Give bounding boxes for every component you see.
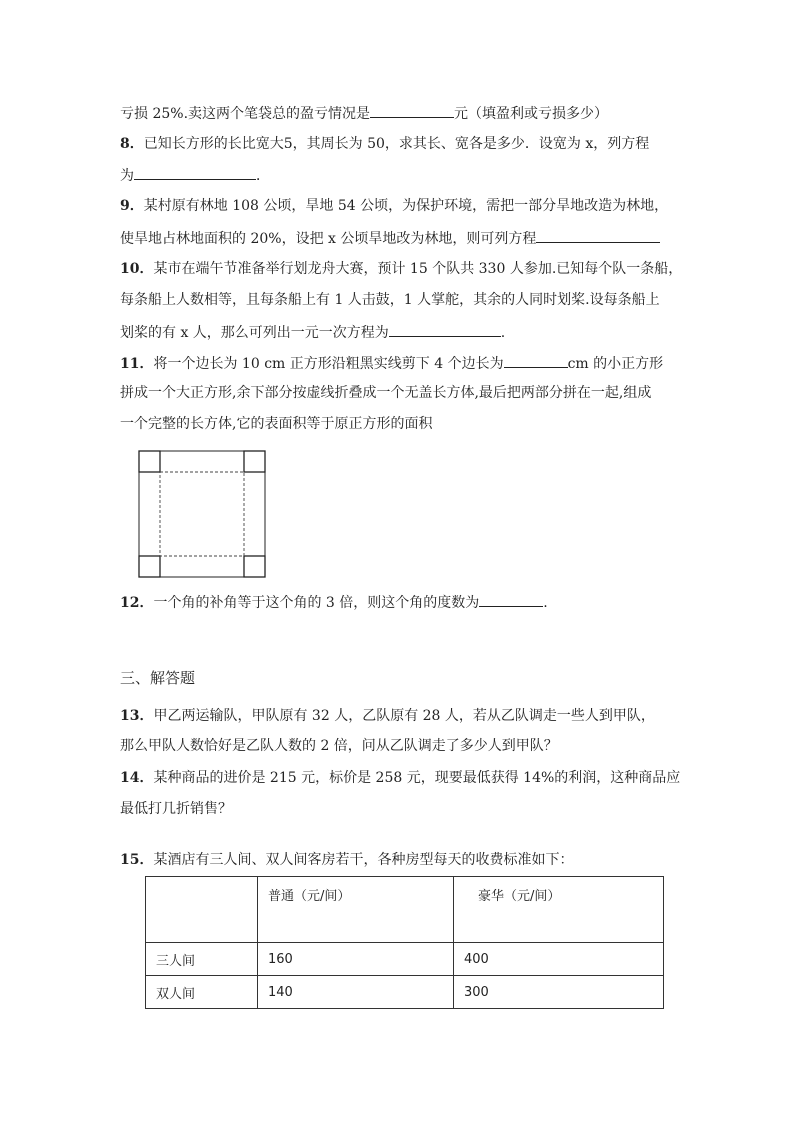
table-cell: 双人间 [146, 976, 258, 1009]
q12-answer-blank[interactable] [479, 591, 543, 607]
q11-text-a: 将一个边长为 10 cm 正方形沿粗黑实线剪下 4 个边长为 [153, 356, 504, 372]
corner-square-bottom-left [139, 556, 160, 577]
q9-line1 [120, 196, 668, 216]
table-header-cell [146, 877, 258, 943]
q14-text-2: 最低打几折销售？ [120, 801, 232, 817]
q9-answer-blank[interactable] [536, 227, 660, 243]
corner-square-top-left [139, 451, 160, 472]
q13-text: 甲乙两运输队，甲队原有 32 人，乙队原有 28 人，若从乙队调走一些人到甲队， [153, 708, 655, 724]
q9-text-2: 使旱地占林地面积的 20%，设把 x 公顷旱地改为林地，则可列方程 [120, 231, 537, 247]
table-header-cell: 普通（元/间） [258, 877, 454, 943]
q8-answer-blank[interactable] [134, 164, 256, 180]
q10-line1 [120, 259, 682, 279]
table-header-cell: 豪华（元/间） [454, 877, 664, 943]
section-title: 三、解答题 [120, 669, 196, 687]
q11-line1 [120, 352, 663, 374]
q10-number: 10． [120, 261, 154, 277]
q13-line2 [120, 736, 558, 756]
outer-square [139, 451, 265, 577]
q11-line3 [120, 414, 432, 434]
q9-text: 某村原有林地 108 公顷，旱地 54 公顷，为保护环境，需把一部分旱地改造为林地， [143, 198, 669, 214]
q15-number: 15． [120, 852, 154, 868]
q11-text-b: cm 的小正方形 [567, 356, 664, 372]
q7-text-b: 元（填盈利或亏损多少） [454, 106, 609, 122]
cut-square-diagram [138, 450, 266, 578]
q10-text-2: 每条船上人数相等，且每条船上有 1 人击鼓，1 人掌舵，其余的人同时划桨.设每条船上 [120, 292, 660, 308]
q10-line2 [120, 290, 660, 310]
q12-text-b: . [543, 595, 548, 611]
q8-number: 8． [120, 136, 144, 152]
q11-number: 11． [120, 356, 154, 372]
q7-text-a: 亏损 25%.卖这两个笔袋总的盈亏情况是 [120, 106, 371, 122]
table-cell: 300 [454, 976, 664, 1009]
q8-text-a: 为 [120, 168, 134, 184]
q8-text-b: ． [256, 168, 270, 184]
q12-text-a: 一个角的补角等于这个角的 3 倍，则这个角的度数为 [153, 595, 480, 611]
q13-line1 [120, 706, 655, 726]
q15-text: 某酒店有三人间、双人间客房若干，各种房型每天的收费标准如下： [153, 852, 574, 868]
q10-text-3b: . [500, 325, 506, 341]
table-cell: 三人间 [146, 943, 258, 976]
room-price-table [145, 876, 664, 1009]
table-cell: 160 [258, 943, 454, 976]
q8-line2 [120, 164, 270, 186]
q15-line1 [120, 850, 573, 870]
q12-line [120, 591, 548, 613]
q10-answer-blank[interactable] [389, 321, 501, 337]
q11-text-2: 拼成一个大正方形,余下部分按虚线折叠成一个无盖长方体,最后把两部分拼在一起,组成 [120, 385, 652, 401]
q8-line1 [120, 134, 649, 154]
q11-text-3: 一个完整的长方体,它的表面积等于原正方形的面积 [120, 416, 433, 432]
table-cell: 400 [454, 943, 664, 976]
q11-line2 [120, 383, 651, 403]
q7-line [120, 102, 608, 124]
corner-square-bottom-right [244, 556, 265, 577]
table-cell: 140 [258, 976, 454, 1009]
q10-text-3a: 划桨的有 x 人，那么可列出一元一次方程为 [120, 325, 389, 341]
q8-text: 已知长方形的长比宽大5，其周长为 50，求其长、宽各是多少．设宽为 x，列方程 [143, 136, 650, 152]
q7-answer-blank[interactable] [370, 102, 454, 118]
q12-number: 12． [120, 595, 154, 611]
q13-number: 13． [120, 708, 154, 724]
q10-line3 [120, 321, 505, 343]
q11-answer-blank[interactable] [504, 352, 568, 368]
q14-number: 14． [120, 770, 154, 786]
q14-text: 某种商品的进价是 215 元，标价是 258 元，现要最低获得 14%的利润，这种商品应 [153, 770, 681, 786]
q14-line2 [120, 799, 232, 819]
table-row [146, 943, 664, 976]
corner-square-top-right [244, 451, 265, 472]
fold-dashed-lines [160, 472, 244, 556]
q14-line1 [120, 768, 680, 788]
table-header-row [146, 877, 664, 943]
q9-line2 [120, 227, 660, 249]
table-row [146, 976, 664, 1009]
q9-number: 9． [120, 198, 144, 214]
q13-text-2: 那么甲队人数恰好是乙队人数的 2 倍，问从乙队调走了多少人到甲队？ [120, 738, 558, 754]
q10-text: 某市在端午节准备举行划龙舟大赛，预计 15 个队共 330 人参加.已知每个队一条船， [153, 261, 683, 277]
